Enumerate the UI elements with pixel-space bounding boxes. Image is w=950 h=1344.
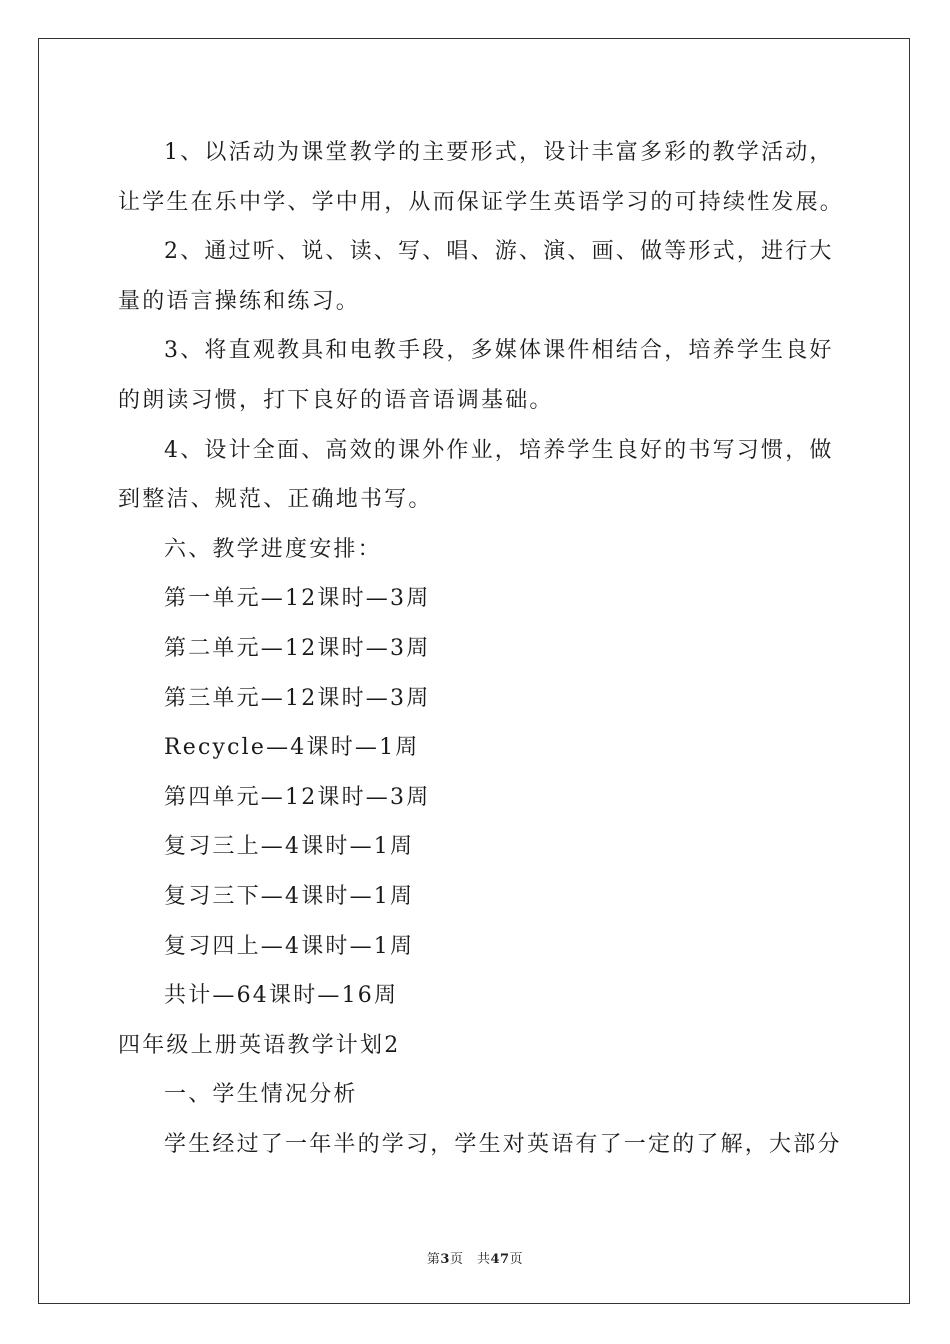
total-page-number: 47: [490, 1252, 510, 1267]
text-line: 到整洁、规范、正确地书写。: [118, 487, 433, 513]
footer-mid: 页 共: [449, 1252, 491, 1267]
text-line: Recycle—4课时—1周: [164, 735, 420, 761]
page-footer: [0, 1248, 950, 1267]
text-line: 复习三下—4课时—1周: [164, 883, 415, 909]
text-line: 第二单元—12课时—3周: [164, 635, 431, 661]
text-line: 量的语言操练和练习。: [118, 288, 361, 314]
text-line: 复习三上—4课时—1周: [164, 834, 415, 860]
current-page-number: 3: [440, 1252, 450, 1267]
text-line: 2、通过听、说、读、写、唱、游、演、画、做等形式，进行大: [164, 239, 834, 265]
text-line: 第四单元—12课时—3周: [164, 784, 431, 810]
text-line: 复习四上—4课时—1周: [164, 933, 415, 959]
footer-prefix: 第: [426, 1252, 441, 1267]
text-line: 1、以活动为课堂教学的主要形式，设计丰富多彩的教学活动，: [164, 140, 834, 165]
footer-suffix: 页: [509, 1252, 524, 1267]
text-line: 第三单元—12课时—3周: [164, 685, 431, 711]
text-line: 一、学生情况分析: [164, 1082, 358, 1108]
text-line: 让学生在乐中学、学中用，从而保证学生英语学习的可持续性发展。: [118, 189, 845, 215]
text-line: 4、设计全面、高效的课外作业，培养学生良好的书写习惯，做: [164, 437, 834, 463]
text-line: 六、教学进度安排：: [164, 536, 382, 562]
document-body: [118, 128, 845, 1169]
text-line: 的朗读习惯，打下良好的语音语调基础。: [118, 387, 554, 413]
text-line: 3、将直观教具和电教手段，多媒体课件相结合，培养学生良好: [164, 338, 834, 364]
text-line: 学生经过了一年半的学习，学生对英语有了一定的了解，大部分: [164, 1131, 842, 1157]
text-line: 共计—64课时—16周: [164, 983, 399, 1009]
text-line: 四年级上册英语教学计划2: [118, 1032, 401, 1058]
text-line: 第一单元—12课时—3周: [164, 586, 431, 612]
